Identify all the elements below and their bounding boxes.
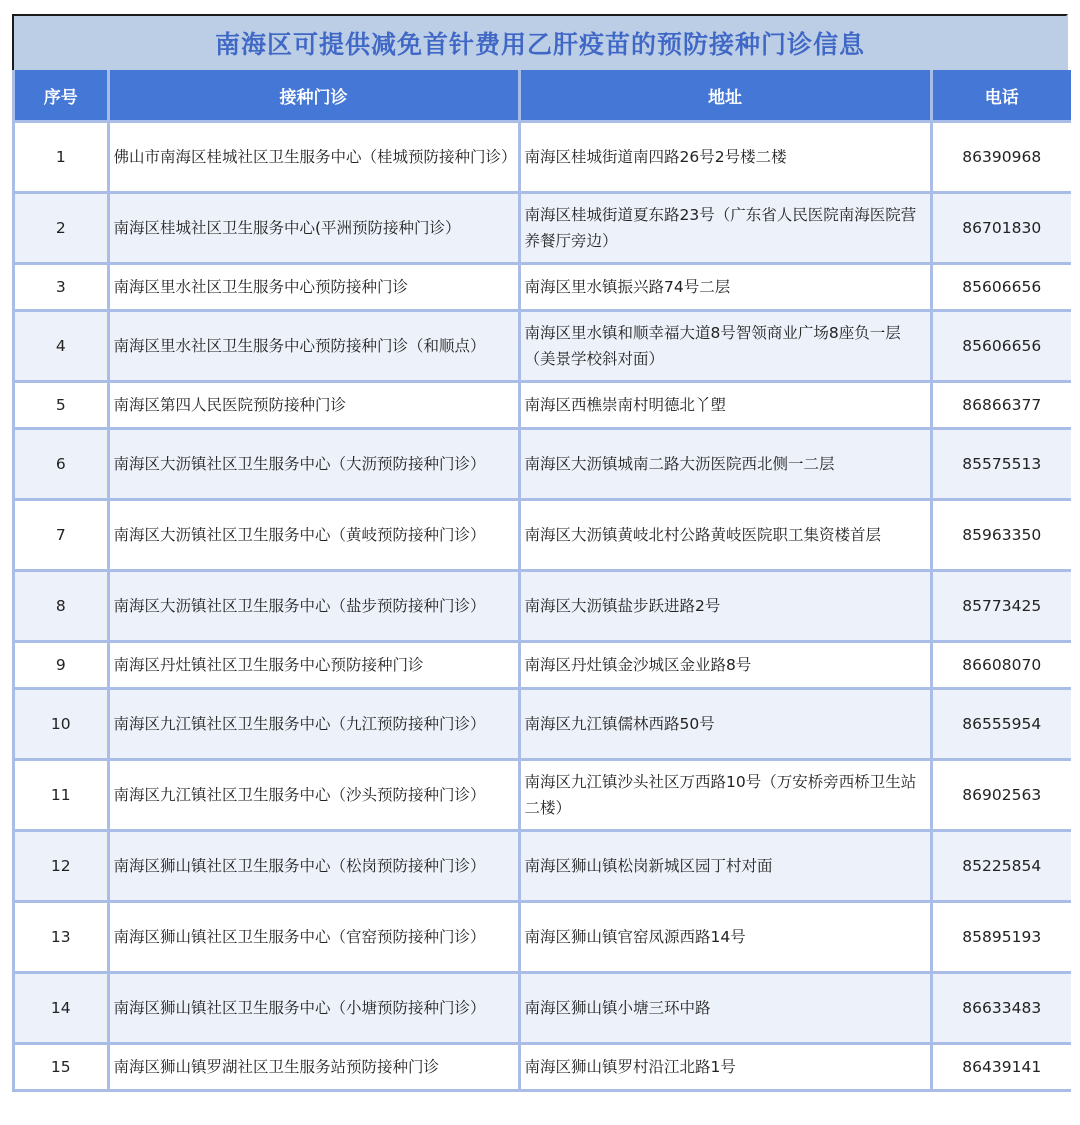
row-phone: 86701830 bbox=[931, 193, 1071, 264]
page-title: 南海区可提供减免首针费用乙肝疫苗的预防接种门诊信息 bbox=[214, 30, 865, 59]
row-address: 南海区九江镇沙头社区万西路10号（万安桥旁西桥卫生站二楼） bbox=[519, 760, 931, 831]
row-address: 南海区狮山镇松岗新城区园丁村对面 bbox=[519, 831, 931, 902]
table-row bbox=[15, 760, 1071, 831]
header-row bbox=[15, 70, 1071, 122]
row-clinic: 南海区里水社区卫生服务中心预防接种门诊（和顺点） bbox=[108, 311, 519, 382]
title-bar bbox=[12, 14, 1068, 70]
row-index: 12 bbox=[15, 831, 108, 902]
row-phone: 86902563 bbox=[931, 760, 1071, 831]
row-clinic: 南海区里水社区卫生服务中心预防接种门诊 bbox=[108, 264, 519, 311]
row-address: 南海区桂城街道夏东路23号（广东省人民医院南海医院营养餐厅旁边） bbox=[519, 193, 931, 264]
row-address: 南海区大沥镇盐步跃进路2号 bbox=[519, 571, 931, 642]
row-clinic: 南海区大沥镇社区卫生服务中心（黄岐预防接种门诊） bbox=[108, 500, 519, 571]
table-wrapper bbox=[12, 70, 1068, 1092]
row-phone: 86390968 bbox=[931, 122, 1071, 193]
row-address: 南海区狮山镇罗村沿江北路1号 bbox=[519, 1044, 931, 1091]
row-index: 8 bbox=[15, 571, 108, 642]
row-phone: 86608070 bbox=[931, 642, 1071, 689]
row-address: 南海区西樵崇南村明德北丫塱 bbox=[519, 382, 931, 429]
row-index: 7 bbox=[15, 500, 108, 571]
row-address: 南海区狮山镇小塘三环中路 bbox=[519, 973, 931, 1044]
row-address: 南海区里水镇振兴路74号二层 bbox=[519, 264, 931, 311]
row-clinic: 佛山市南海区桂城社区卫生服务中心（桂城预防接种门诊） bbox=[108, 122, 519, 193]
row-phone: 85895193 bbox=[931, 902, 1071, 973]
row-clinic: 南海区丹灶镇社区卫生服务中心预防接种门诊 bbox=[108, 642, 519, 689]
table-row bbox=[15, 429, 1071, 500]
header-index: 序号 bbox=[15, 70, 108, 122]
row-clinic: 南海区桂城社区卫生服务中心(平洲预防接种门诊） bbox=[108, 193, 519, 264]
row-clinic: 南海区九江镇社区卫生服务中心（九江预防接种门诊） bbox=[108, 689, 519, 760]
table-row bbox=[15, 500, 1071, 571]
row-phone: 85773425 bbox=[931, 571, 1071, 642]
table-row bbox=[15, 642, 1071, 689]
row-index: 15 bbox=[15, 1044, 108, 1091]
table-row bbox=[15, 1044, 1071, 1091]
row-index: 13 bbox=[15, 902, 108, 973]
row-clinic: 南海区狮山镇社区卫生服务中心（小塘预防接种门诊） bbox=[108, 973, 519, 1044]
row-phone: 85963350 bbox=[931, 500, 1071, 571]
row-phone: 86555954 bbox=[931, 689, 1071, 760]
row-clinic: 南海区狮山镇罗湖社区卫生服务站预防接种门诊 bbox=[108, 1044, 519, 1091]
row-clinic: 南海区狮山镇社区卫生服务中心（松岗预防接种门诊） bbox=[108, 831, 519, 902]
row-phone: 85606656 bbox=[931, 311, 1071, 382]
table-row bbox=[15, 264, 1071, 311]
row-index: 2 bbox=[15, 193, 108, 264]
table-row bbox=[15, 193, 1071, 264]
row-clinic: 南海区大沥镇社区卫生服务中心（大沥预防接种门诊） bbox=[108, 429, 519, 500]
header-address: 地址 bbox=[519, 70, 931, 122]
row-index: 1 bbox=[15, 122, 108, 193]
row-phone: 85225854 bbox=[931, 831, 1071, 902]
row-address: 南海区九江镇儒林西路50号 bbox=[519, 689, 931, 760]
row-address: 南海区里水镇和顺幸福大道8号智领商业广场8座负一层（美景学校斜对面） bbox=[519, 311, 931, 382]
row-address: 南海区大沥镇城南二路大沥医院西北侧一二层 bbox=[519, 429, 931, 500]
row-clinic: 南海区九江镇社区卫生服务中心（沙头预防接种门诊） bbox=[108, 760, 519, 831]
row-index: 5 bbox=[15, 382, 108, 429]
row-index: 6 bbox=[15, 429, 108, 500]
vaccine-clinic-sheet bbox=[12, 14, 1068, 1092]
row-address: 南海区狮山镇官窑凤源西路14号 bbox=[519, 902, 931, 973]
table-row bbox=[15, 382, 1071, 429]
row-phone: 86439141 bbox=[931, 1044, 1071, 1091]
table-row bbox=[15, 831, 1071, 902]
row-address: 南海区丹灶镇金沙城区金业路8号 bbox=[519, 642, 931, 689]
row-clinic: 南海区狮山镇社区卫生服务中心（官窑预防接种门诊） bbox=[108, 902, 519, 973]
table-row bbox=[15, 311, 1071, 382]
row-clinic: 南海区大沥镇社区卫生服务中心（盐步预防接种门诊） bbox=[108, 571, 519, 642]
row-phone: 85606656 bbox=[931, 264, 1071, 311]
row-address: 南海区大沥镇黄岐北村公路黄岐医院职工集资楼首层 bbox=[519, 500, 931, 571]
header-clinic: 接种门诊 bbox=[108, 70, 519, 122]
table-row bbox=[15, 122, 1071, 193]
clinic-table bbox=[15, 70, 1071, 1092]
header-phone: 电话 bbox=[931, 70, 1071, 122]
table-row bbox=[15, 571, 1071, 642]
row-phone: 85575513 bbox=[931, 429, 1071, 500]
row-index: 11 bbox=[15, 760, 108, 831]
table-row bbox=[15, 689, 1071, 760]
row-index: 10 bbox=[15, 689, 108, 760]
row-phone: 86633483 bbox=[931, 973, 1071, 1044]
row-clinic: 南海区第四人民医院预防接种门诊 bbox=[108, 382, 519, 429]
row-address: 南海区桂城街道南四路26号2号楼二楼 bbox=[519, 122, 931, 193]
row-index: 4 bbox=[15, 311, 108, 382]
table-row bbox=[15, 973, 1071, 1044]
table-row bbox=[15, 902, 1071, 973]
row-phone: 86866377 bbox=[931, 382, 1071, 429]
row-index: 9 bbox=[15, 642, 108, 689]
row-index: 3 bbox=[15, 264, 108, 311]
row-index: 14 bbox=[15, 973, 108, 1044]
